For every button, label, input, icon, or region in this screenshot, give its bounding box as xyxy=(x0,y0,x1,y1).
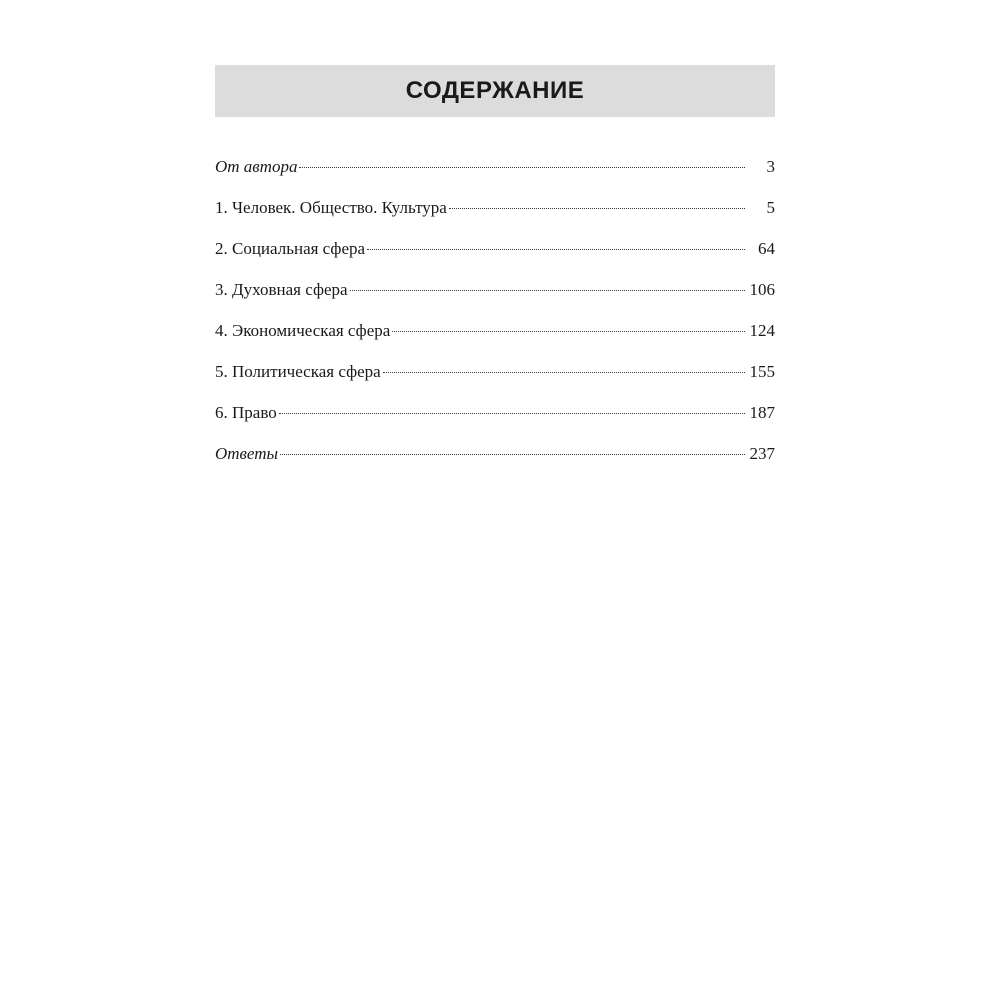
contents-heading: СОДЕРЖАНИЕ xyxy=(405,77,585,104)
toc-entry-label: 5. Политическая сфера xyxy=(215,362,381,381)
toc-entry-page: 124 xyxy=(749,321,775,340)
toc-entry-label: 3. Духовная сфера xyxy=(215,280,348,299)
toc-entry-chapter-6 xyxy=(215,398,775,439)
toc-entry-chapter-3 xyxy=(215,275,775,316)
dot-leader xyxy=(280,454,745,455)
dot-leader xyxy=(367,249,745,250)
dot-leader xyxy=(279,413,745,414)
toc-entry-page: 187 xyxy=(749,403,775,422)
toc-entry-chapter-2 xyxy=(215,234,775,275)
toc-entry-page: 106 xyxy=(749,280,775,299)
toc-entry-page: 155 xyxy=(749,362,775,381)
toc-entry-page: 237 xyxy=(749,444,775,463)
dot-leader xyxy=(299,167,745,168)
toc-entry-label: Ответы xyxy=(215,444,279,463)
toc-entry-label: 6. Право xyxy=(215,403,277,422)
toc-entry-chapter-5 xyxy=(215,357,775,398)
toc-entry-page: 5 xyxy=(766,198,775,217)
table-of-contents xyxy=(215,152,775,480)
toc-entry-chapter-4 xyxy=(215,316,775,357)
toc-entry-page: 64 xyxy=(758,239,775,258)
contents-page xyxy=(215,65,775,463)
dot-leader xyxy=(449,208,745,209)
dot-leader xyxy=(392,331,745,332)
toc-entry-answers xyxy=(215,439,775,480)
dot-leader xyxy=(350,290,745,291)
toc-entry-page: 3 xyxy=(766,157,775,176)
contents-heading-bar xyxy=(215,65,775,117)
toc-entry-from-author xyxy=(215,152,775,193)
toc-entry-label: От автора xyxy=(215,157,298,176)
toc-entry-chapter-1 xyxy=(215,193,775,234)
dot-leader xyxy=(383,372,745,373)
toc-entry-label: 2. Социальная сфера xyxy=(215,239,366,258)
toc-entry-label: 1. Человек. Общество. Культура xyxy=(215,198,447,217)
toc-entry-label: 4. Экономическая сфера xyxy=(215,321,391,340)
